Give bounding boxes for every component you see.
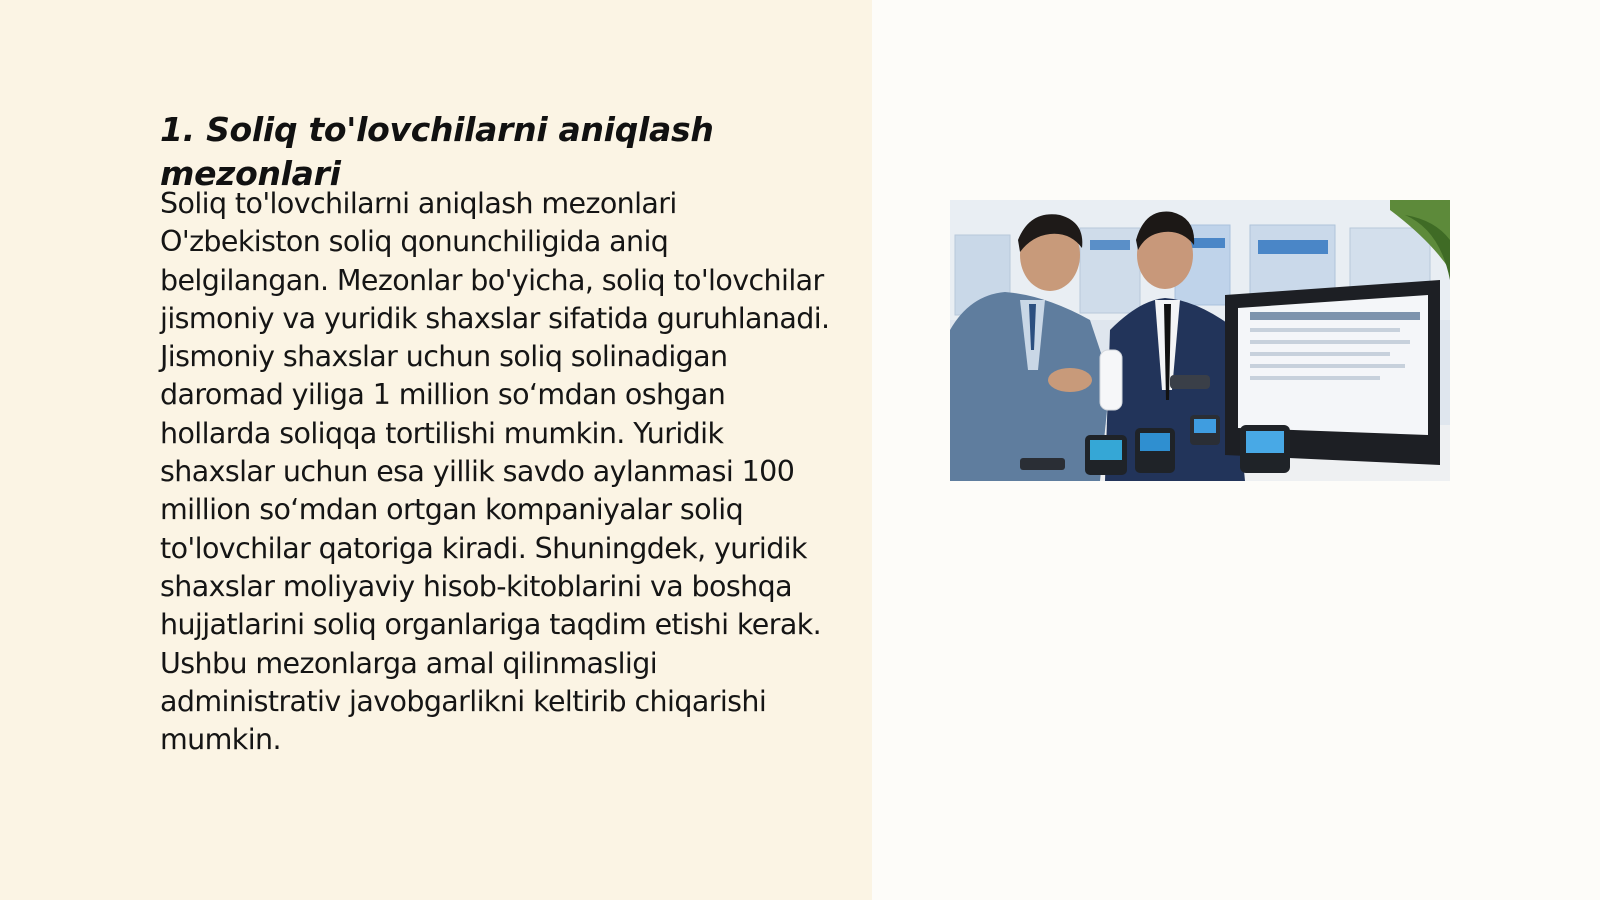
slide-body-text: Soliq to'lovchilarni aniqlash mezonlari O'zbekiston soliq qonunchiligida aniq belgilangan. Mezonlar bo'yicha, soliq to'lovchilar jismoniy va yuridik shaxslar sifatida guruhlanadi. Jismoniy shaxslar uchun soliq solinadigan daromad yiliga 1 million so‘mdan oshgan hollarda soliqqa tortilishi mumkin. Yuridik shaxslar uchun esa yillik savdo aylanmasi 100 million so‘mdan ortgan kompaniyalar soliq to'lovchilar qatoriga kiradi. Shuningdek, yuridik shaxslar moliyaviy hisob-kitoblarini va boshqa hujjatlarini soliq organlariga taqdim etishi kerak. Ushbu mezonlarga amal qilinmasligi administrativ javobgarlikni keltirib chiqarishi mumkin. <box>160 187 830 757</box>
people-with-terminals-photo <box>950 200 1450 481</box>
slide-title: 1. Soliq to'lovchilarni aniqlash mezonlari <box>160 110 714 193</box>
